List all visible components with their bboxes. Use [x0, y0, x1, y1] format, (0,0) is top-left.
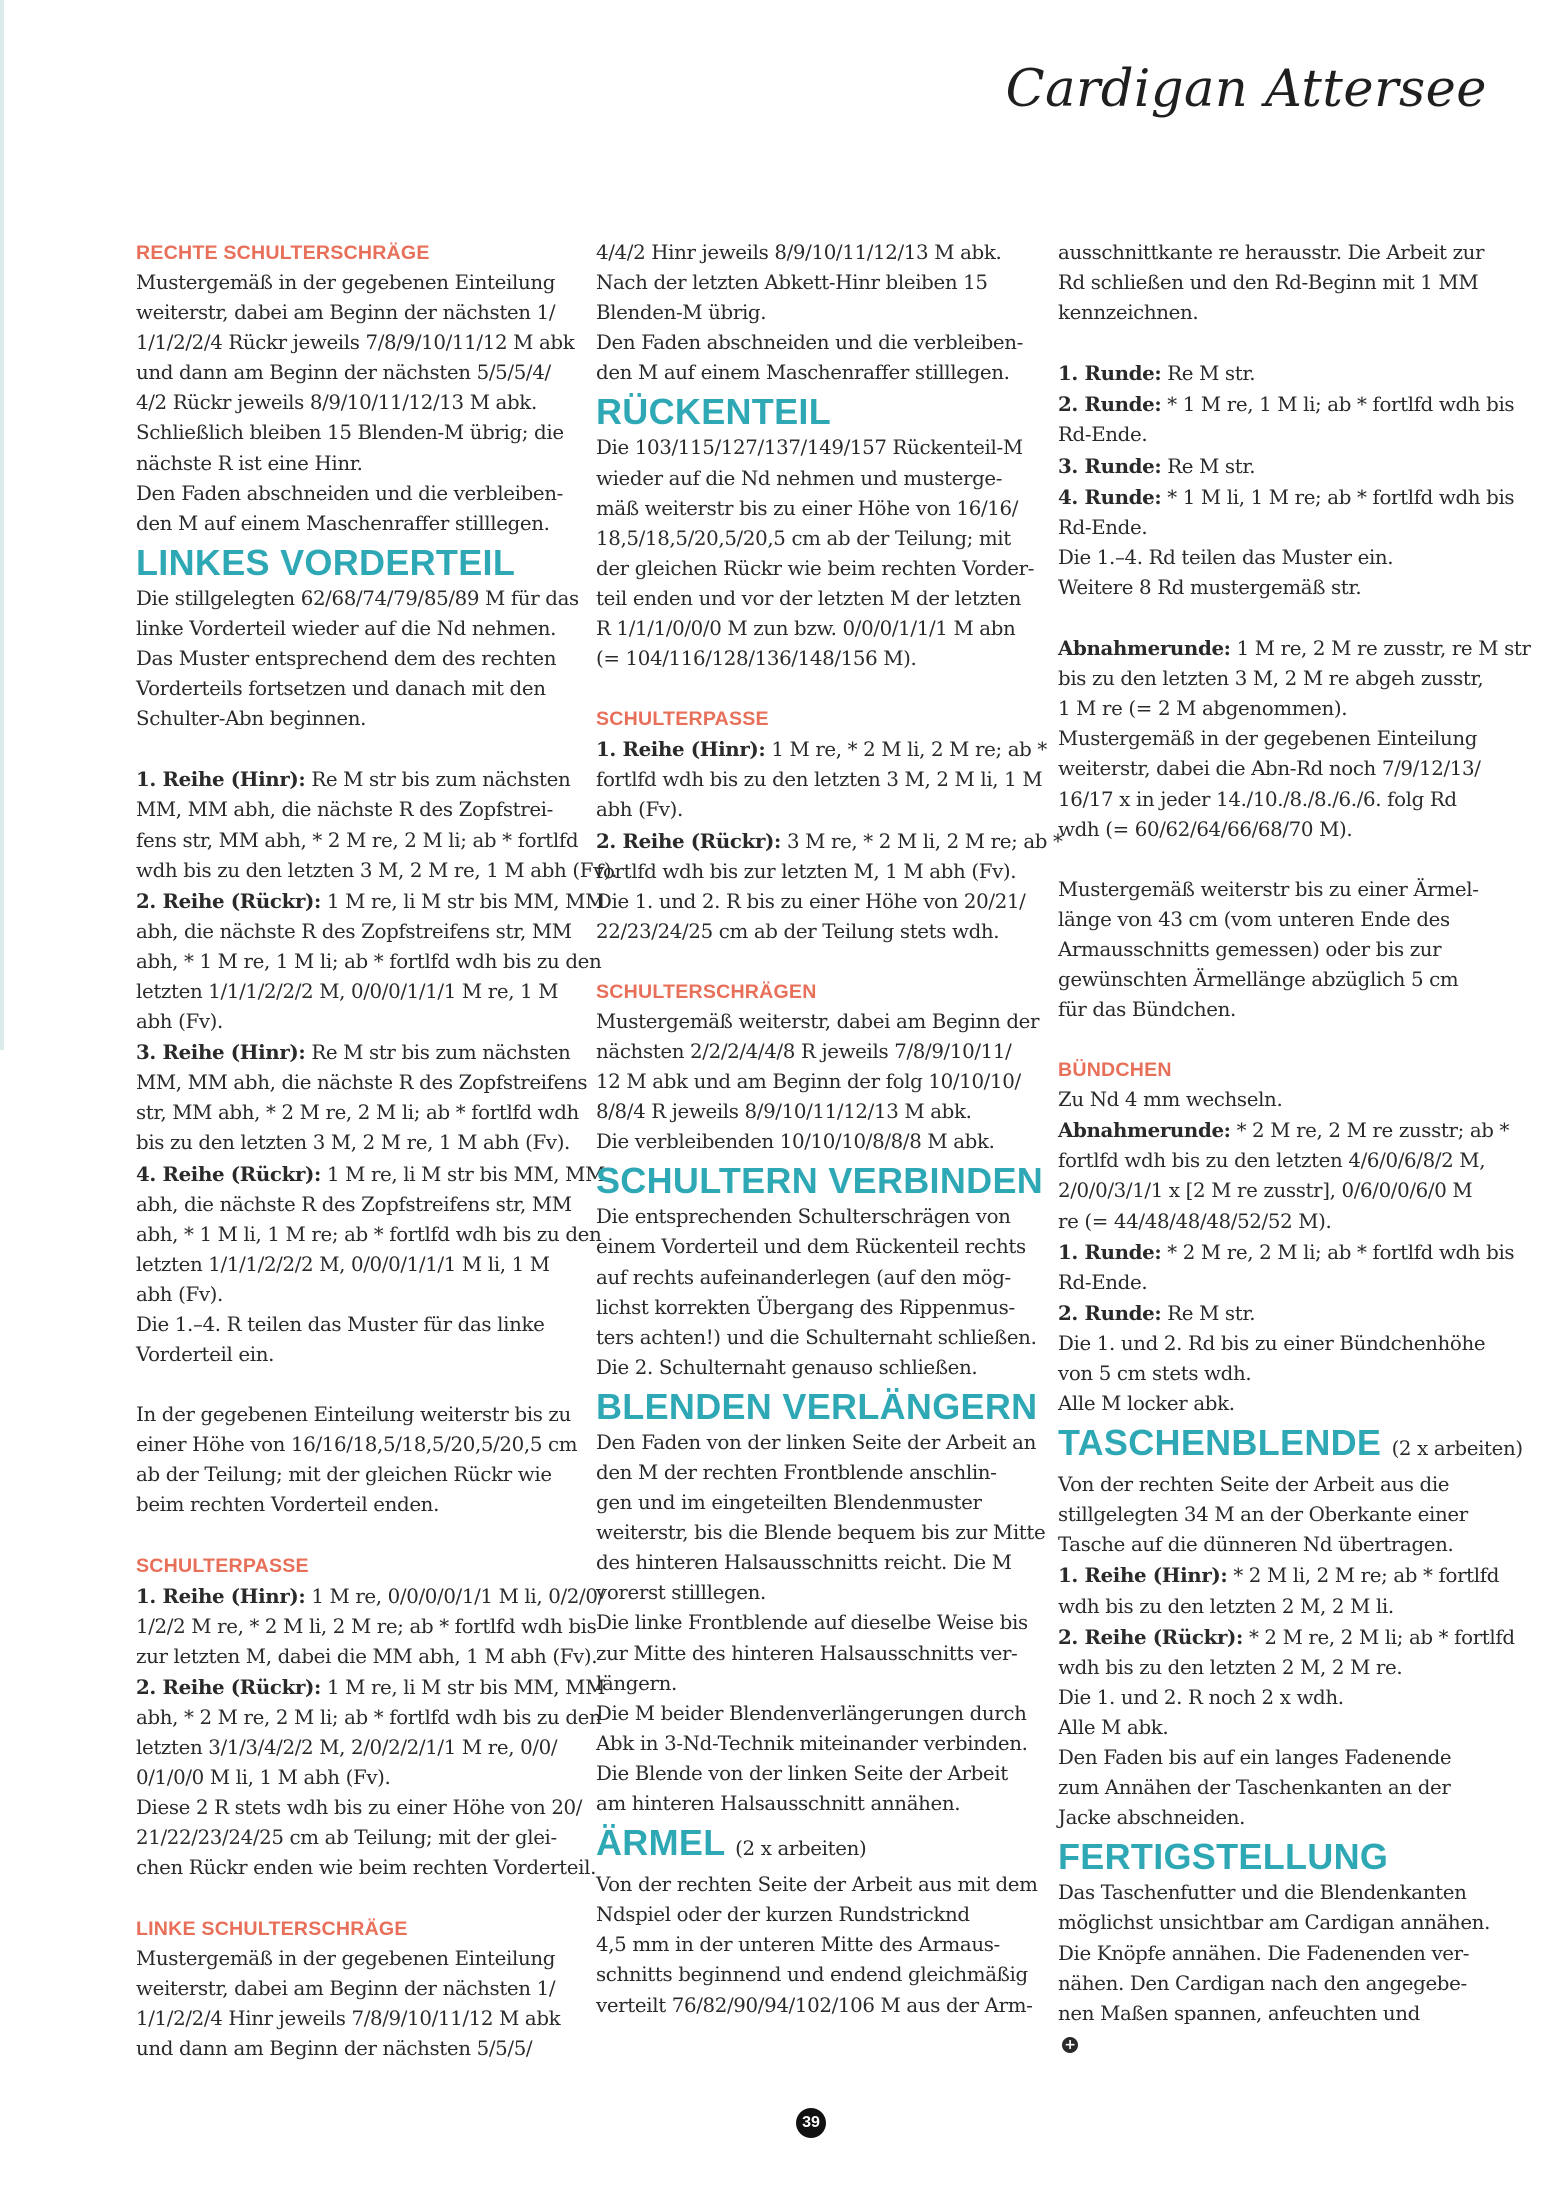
text-line: wdh (= 60/62/64/66/68/70 M). — [1058, 817, 1353, 841]
body-paragraph — [136, 584, 581, 734]
text-line: zum Annähen der Taschenkanten an der — [1058, 1776, 1451, 1800]
text-line: am hinteren Halsausschnitt annähen. — [596, 1792, 961, 1816]
section-heading-text: SCHULTERN VERBINDEN — [596, 1160, 1044, 1202]
text-line: beim rechten Vorderteil enden. — [136, 1493, 440, 1517]
text-line: Schulter-Abn beginnen. — [136, 707, 367, 731]
body-paragraph — [596, 238, 1041, 388]
text-line: gewünschten Ärmellänge abzüglich 5 cm — [1058, 967, 1459, 991]
text-line: Alle M abk. — [1058, 1715, 1169, 1739]
text-line — [1058, 451, 1503, 482]
row-text: * 2 M li, 2 M re; ab * fortlfd — [1227, 1564, 1500, 1588]
text-line: 4/4/2 Hinr jeweils 8/9/10/11/12/13 M abk. — [596, 241, 1002, 264]
text-line: ausschnittkante re herausstr. Die Arbeit zur — [1058, 241, 1485, 264]
text-line: gen und im eingeteilten Blendenmuster — [596, 1491, 982, 1515]
text-line: weiterstr, bis die Blende bequem bis zur Mitte — [596, 1521, 1046, 1545]
text-line: Die verbleibenden 10/10/10/8/8/8 M abk. — [596, 1130, 995, 1154]
subsection-heading: RECHTE SCHULTERSCHRÄGE — [136, 242, 430, 264]
text-line: Schließlich bleiben 15 Blenden-M übrig; die — [136, 421, 564, 445]
text-line: fortlfd wdh bis zur letzten M, 1 M abh (Fv). — [596, 859, 1017, 883]
text-line: Blenden-M übrig. — [596, 301, 767, 325]
text-line: den M auf einem Maschenraffer stilllegen. — [596, 361, 1010, 385]
text-line: wdh bis zu den letzten 2 M, 2 M li. — [1058, 1594, 1394, 1618]
text-line: fortlfd wdh bis zu den letzten 3 M, 2 M li, 1 M — [596, 768, 1043, 792]
text-line: Abk in 3-Nd-Technik miteinander verbinden. — [596, 1731, 1028, 1755]
row-label: 3. Runde: — [1058, 453, 1162, 478]
column-1 — [136, 238, 618, 2064]
row-label: 1. Runde: — [1058, 361, 1162, 386]
text-line: abh, die nächste R des Zopfstreifens str, MM — [136, 919, 572, 943]
body-paragraph — [1058, 358, 1515, 603]
text-line: Zu Nd 4 mm wechseln. — [1058, 1088, 1283, 1112]
section-heading-text: TASCHENBLENDE — [1058, 1422, 1382, 1464]
row-text: 1 M re, 2 M re zusstr, re M str — [1230, 637, 1531, 661]
text-line — [1058, 1237, 1515, 1268]
body-paragraph — [596, 433, 1041, 674]
body-paragraph — [136, 764, 618, 1370]
section-heading-text: RÜCKENTEIL — [596, 391, 831, 433]
text-line: teil enden und vor der letzten M der letzten — [596, 586, 1021, 610]
row-text: Re M str bis zum nächsten — [305, 1041, 571, 1065]
text-line: 18,5/18,5/20,5/20,5 cm ab der Teilung; mit — [596, 526, 1011, 550]
end-mark-icon: + — [1062, 2037, 1078, 2053]
text-line: 12 M abk und am Beginn der folg 10/10/10/ — [596, 1070, 1021, 1094]
text-line: wieder auf die Nd nehmen und musterge- — [596, 466, 1003, 490]
text-line: Ndspiel oder der kurzen Rundstricknd — [596, 1903, 970, 1927]
body-paragraph — [1058, 633, 1531, 845]
text-line — [136, 1159, 605, 1190]
text-line: Die 2. Schulternaht genauso schließen. — [596, 1355, 978, 1379]
text-line: vorerst stilllegen. — [596, 1581, 766, 1605]
section-heading — [1058, 1835, 1503, 1878]
text-line: 8/8/4 R jeweils 8/9/10/11/12/13 M abk. — [596, 1100, 972, 1124]
text-line — [1058, 1115, 1510, 1146]
text-line: Den Faden abschneiden und die verbleiben- — [596, 331, 1023, 355]
text-line: Vorderteil ein. — [136, 1343, 275, 1367]
text-line: 4/2 Rückr jeweils 8/9/10/11/12/13 M abk. — [136, 391, 537, 415]
text-line: Alle M locker abk. — [1058, 1392, 1235, 1416]
section-heading — [596, 1821, 1041, 1870]
row-text: 1 M re, 0/0/0/0/1/1 M li, 0/2/0/ — [305, 1584, 604, 1608]
text-line: abh, die nächste R des Zopfstreifens str, MM — [136, 1192, 572, 1216]
text-line: schnitts beginnend und endend gleichmäßig — [596, 1963, 1028, 1987]
text-line: 16/17 x in jeder 14./10./8./8./6./6. folg Rd — [1058, 787, 1457, 811]
text-line — [136, 1037, 581, 1068]
text-line: weiterstr, dabei am Beginn der nächsten 1/ — [136, 1976, 556, 2000]
text-line: (= 104/116/128/136/148/156 M). — [596, 647, 917, 671]
subsection-heading: BÜNDCHEN — [1058, 1059, 1172, 1082]
text-line: Das Muster entsprechend dem des rechten — [136, 647, 557, 671]
text-line: Den Faden bis auf ein langes Fadenende — [1058, 1746, 1452, 1770]
body-paragraph — [596, 1202, 1041, 1383]
text-line: abh, * 2 M re, 2 M li; ab * fortlfd wdh bis zu den — [136, 1705, 602, 1729]
row-text: Re M str bis zum nächsten — [305, 768, 571, 792]
text-line: lichst korrekten Übergang des Rippenmus- — [596, 1295, 1015, 1319]
text-line: bis zu den letzten 3 M, 2 M re abgeh zusstr, — [1058, 667, 1484, 691]
text-line: Weitere 8 Rd mustergemäß str. — [1058, 575, 1362, 599]
text-line: 0/1/0/0 M li, 1 M abh (Fv). — [136, 1766, 391, 1790]
row-text: * 2 M re, 2 M li; ab * fortlfd wdh bis — [1161, 1240, 1515, 1264]
text-line: einem Vorderteil und dem Rückenteil rechts — [596, 1235, 1026, 1259]
text-line: 21/22/23/24/25 cm ab Teilung; mit der glei- — [136, 1826, 557, 1850]
text-line: der gleichen Rückr wie beim rechten Vorder- — [596, 556, 1035, 580]
text-line: einer Höhe von 16/16/18,5/18,5/20,5/20,5 cm — [136, 1433, 578, 1457]
text-line: zur Mitte des hinteren Halsausschnitts ver- — [596, 1641, 1018, 1665]
paragraph-spacer — [1058, 1025, 1503, 1055]
body-paragraph — [136, 1581, 605, 1884]
text-line: In der gegebenen Einteilung weiterstr bis zu — [136, 1403, 571, 1427]
text-line: fens str, MM abh, * 2 M re, 2 M li; ab * fortlfd — [136, 828, 579, 852]
text-line — [136, 1581, 604, 1612]
row-label: 1. Reihe (Hinr): — [1058, 1563, 1228, 1588]
row-label: 4. Runde: — [1058, 484, 1162, 509]
text-line: Die M beider Blendenverlängerungen durch — [596, 1701, 1027, 1725]
text-line — [136, 1672, 605, 1703]
text-line: Die stillgelegten 62/68/74/79/85/89 M für das — [136, 586, 579, 610]
body-paragraph — [136, 268, 581, 539]
row-label: 3. Reihe (Hinr): — [136, 1040, 306, 1065]
paragraph-spacer — [136, 1370, 581, 1400]
text-line: weiterstr, dabei die Abn-Rd noch 7/9/12/13/ — [1058, 757, 1481, 781]
text-line: länge von 43 cm (vom unteren Ende des — [1058, 907, 1450, 931]
text-line: 1 M re (= 2 M abgenommen). — [1058, 697, 1348, 721]
text-line — [596, 734, 1047, 765]
section-heading-note: (2 x arbeiten) — [735, 1837, 867, 1861]
text-line: abh, * 1 M li, 1 M re; ab * fortlfd wdh bis zu den — [136, 1222, 602, 1246]
text-line: Die 103/115/127/137/149/157 Rückenteil-M — [596, 436, 1023, 460]
text-line: des hinteren Halsausschnitts reicht. Die M — [596, 1551, 1012, 1575]
row-text: 1 M re, * 2 M li, 2 M re; ab * — [765, 738, 1047, 762]
text-line: Den Faden von der linken Seite der Arbeit an — [596, 1430, 1036, 1454]
text-line: letzten 1/1/1/2/2/2 M, 0/0/0/1/1/1 M li, 1 M — [136, 1252, 550, 1276]
text-line: abh (Fv). — [136, 1010, 223, 1034]
text-line: 1/2/2 M re, * 2 M li, 2 M re; ab * fortlfd wdh bis — [136, 1614, 597, 1638]
paragraph-spacer — [136, 1884, 581, 1914]
text-line: str, MM abh, * 2 M re, 2 M li; ab * fortlfd wdh — [136, 1101, 579, 1125]
text-line — [1058, 358, 1503, 389]
text-line: abh, * 1 M re, 1 M li; ab * fortlfd wdh bis zu den — [136, 949, 602, 973]
text-line — [1058, 1560, 1503, 1591]
text-line: R 1/1/1/0/0/0 M zun bzw. 0/0/0/1/1/1 M abn — [596, 617, 1016, 641]
text-line: und dann am Beginn der nächsten 5/5/5/4/ — [136, 361, 551, 385]
text-line: Das Taschenfutter und die Blendenkanten — [1058, 1881, 1467, 1905]
text-line: Vorderteils fortsetzen und danach mit den — [136, 677, 546, 701]
text-line: MM, MM abh, die nächste R des Zopfstreifens — [136, 1071, 588, 1095]
text-line: linke Vorderteil wieder auf die Nd nehmen. — [136, 616, 557, 640]
row-text: Re M str. — [1161, 1301, 1256, 1325]
text-line: Mustergemäß in der gegebenen Einteilung — [136, 1946, 556, 1970]
text-line: ab der Teilung; mit der gleichen Rückr wie — [136, 1463, 552, 1487]
section-heading-text: FERTIGSTELLUNG — [1058, 1836, 1389, 1878]
text-line: wdh bis zu den letzten 3 M, 2 M re, 1 M abh (Fv). — [136, 858, 618, 882]
text-line: re (= 44/48/48/48/52/52 M). — [1058, 1209, 1332, 1233]
body-paragraph — [136, 1944, 581, 2064]
column-2 — [596, 238, 1063, 2021]
row-label: 2. Reihe (Rückr): — [596, 828, 781, 853]
text-line — [136, 764, 581, 795]
text-line: kennzeichnen. — [1058, 301, 1199, 325]
body-paragraph — [596, 734, 1063, 947]
row-label: 2. Runde: — [1058, 392, 1162, 417]
text-line: Den Faden abschneiden und die verbleiben- — [136, 481, 563, 505]
section-heading — [596, 390, 1041, 433]
page-number: 39 — [796, 2108, 826, 2138]
text-line: Die entsprechenden Schulterschrägen von — [596, 1205, 1011, 1229]
row-text: 1 M re, li M str bis MM, MM — [321, 1675, 605, 1699]
text-line: zur letzten M, dabei die MM abh, 1 M abh (Fv). — [136, 1644, 598, 1668]
text-line: Von der rechten Seite der Arbeit aus mit dem — [596, 1873, 1038, 1897]
row-text: * 1 M li, 1 M re; ab * fortlfd wdh bis — [1161, 485, 1515, 509]
text-line: weiterstr, dabei am Beginn der nächsten 1/ — [136, 301, 556, 325]
text-line: Die 1. und 2. R bis zu einer Höhe von 20/21/ — [596, 889, 1026, 913]
text-line: 22/23/24/25 cm ab der Teilung stets wdh. — [596, 919, 1000, 943]
text-line — [596, 826, 1063, 857]
text-line: verteilt 76/82/90/94/102/106 M aus der Arm- — [596, 1993, 1033, 2017]
row-label: 2. Reihe (Rückr): — [136, 1674, 321, 1699]
text-line: Rd schließen und den Rd-Beginn mit 1 MM — [1058, 271, 1479, 295]
section-heading — [596, 1159, 1044, 1202]
text-line: Die 1.–4. R teilen das Muster für das linke — [136, 1313, 545, 1336]
text-line: ters achten!) und die Schulternaht schließen. — [596, 1325, 1037, 1349]
body-paragraph — [596, 1870, 1041, 2020]
row-text: * 2 M re, 2 M re zusstr; ab * — [1230, 1119, 1510, 1143]
paragraph-spacer — [136, 734, 581, 764]
paragraph-spacer — [1058, 845, 1503, 875]
body-paragraph — [1058, 1470, 1515, 1833]
paragraph-spacer — [596, 674, 1041, 704]
text-line — [1058, 1298, 1503, 1329]
text-line: chen Rückr enden wie beim rechten Vorderteil. — [136, 1856, 597, 1880]
subsection-heading: SCHULTERPASSE — [596, 708, 769, 731]
subsection-heading: LINKE SCHULTERSCHRÄGE — [136, 1917, 408, 1940]
page-edge-line — [0, 0, 4, 1050]
text-line: 2/0/0/3/1/1 x [2 M re zusstr], 0/6/0/0/6/0 M — [1058, 1179, 1473, 1203]
body-paragraph — [1058, 1085, 1515, 1419]
text-line: Von der rechten Seite der Arbeit aus die — [1058, 1473, 1450, 1497]
text-line: letzten 1/1/1/2/2/2 M, 0/0/0/1/1/1 M re, 1 M — [136, 979, 559, 1003]
text-line: bis zu den letzten 3 M, 2 M re, 1 M abh (Fv). — [136, 1131, 570, 1155]
text-line: letzten 3/1/3/4/2/2 M, 2/0/2/2/1/1 M re, 0/0/ — [136, 1736, 558, 1760]
text-line: Mustergemäß in der gegebenen Einteilung — [1058, 727, 1478, 751]
text-line: abh (Fv). — [596, 798, 683, 822]
row-label: 1. Runde: — [1058, 1239, 1162, 1264]
text-line — [1058, 482, 1515, 513]
row-label: 2. Reihe (Rückr): — [1058, 1624, 1243, 1649]
text-line: stillgelegten 34 M an der Oberkante einer — [1058, 1503, 1468, 1527]
text-line: nen Maßen spannen, anfeuchten und — [1058, 2001, 1420, 2025]
text-line: Rd-Ende. — [1058, 1270, 1148, 1294]
paragraph-spacer — [596, 947, 1041, 977]
body-paragraph — [1058, 238, 1503, 328]
row-label: 2. Runde: — [1058, 1300, 1162, 1325]
row-label: 2. Reihe (Rückr): — [136, 888, 321, 913]
text-line: nächsten 2/2/2/4/4/8 R jeweils 7/8/9/10/11/ — [596, 1039, 1012, 1063]
paragraph-spacer — [136, 1521, 581, 1551]
section-heading-text: LINKES VORDERTEIL — [136, 541, 516, 583]
row-label: 1. Reihe (Hinr): — [136, 767, 306, 792]
text-line: Die 1. und 2. R noch 2 x wdh. — [1058, 1685, 1344, 1709]
text-line: Die Knöpfe annähen. Die Fadenenden ver- — [1058, 1941, 1470, 1965]
section-heading — [596, 1385, 1041, 1428]
text-line: nächste R ist eine Hinr. — [136, 451, 363, 475]
body-paragraph — [596, 1007, 1041, 1157]
row-label: Abnahmerunde: — [1058, 636, 1231, 661]
text-line: Armausschnitts gemessen) oder bis zur — [1058, 937, 1442, 961]
text-line: 1/1/2/2/4 Hinr jeweils 7/8/9/10/11/12 M abk — [136, 2006, 561, 2030]
section-heading-text: ÄRMEL — [596, 1822, 725, 1864]
text-line: und dann am Beginn der nächsten 5/5/5/ — [136, 2036, 533, 2060]
text-line — [1058, 633, 1531, 664]
text-line: Rd-Ende. — [1058, 515, 1148, 539]
row-text: 1 M re, li M str bis MM, MM — [321, 889, 605, 913]
text-line: Die linke Frontblende auf dieselbe Weise bis — [596, 1611, 1028, 1635]
text-line — [136, 886, 605, 917]
text-line: Jacke abschneiden. — [1058, 1806, 1246, 1830]
text-line: nähen. Den Cardigan nach den angegebe- — [1058, 1971, 1467, 1995]
page-title: Cardigan Attersee — [1005, 60, 1487, 119]
text-line: abh (Fv). — [136, 1282, 223, 1306]
body-paragraph — [1058, 1878, 1503, 2059]
text-line: Rd-Ende. — [1058, 423, 1148, 447]
text-line: Diese 2 R stets wdh bis zu einer Höhe von 20/ — [136, 1796, 583, 1820]
text-line: Mustergemäß weiterstr, dabei am Beginn der — [596, 1009, 1040, 1033]
section-heading — [1058, 1421, 1523, 1470]
text-line: Die 1. und 2. Rd bis zu einer Bündchenhöhe — [1058, 1331, 1486, 1355]
row-text: Re M str. — [1161, 362, 1256, 386]
text-line: längern. — [596, 1671, 677, 1695]
row-text: * 2 M re, 2 M li; ab * fortlfd — [1243, 1625, 1515, 1649]
paragraph-spacer — [1058, 328, 1503, 358]
row-text: Re M str. — [1161, 454, 1256, 478]
body-paragraph — [596, 1428, 1046, 1819]
section-heading-note: (2 x arbeiten) — [1391, 1437, 1523, 1461]
text-line: 4,5 mm in der unteren Mitte des Armaus- — [596, 1933, 1000, 1957]
row-label: 4. Reihe (Rückr): — [136, 1161, 321, 1186]
section-heading — [136, 541, 581, 584]
row-text: 1 M re, li M str bis MM, MM — [321, 1162, 605, 1186]
row-label: 1. Reihe (Hinr): — [596, 737, 766, 762]
text-line: mäß weiterstr bis zu einer Höhe von 16/16/ — [596, 496, 1019, 520]
text-line: Die Blende von der linken Seite der Arbeit — [596, 1761, 1008, 1785]
row-text: * 1 M re, 1 M li; ab * fortlfd wdh bis — [1161, 393, 1515, 417]
section-heading-text: BLENDEN VERLÄNGERN — [596, 1385, 1038, 1427]
column-3 — [1058, 238, 1531, 2059]
text-line: möglichst unsichtbar am Cardigan annähen. — [1058, 1911, 1491, 1935]
body-paragraph — [136, 1400, 581, 1520]
body-paragraph — [1058, 875, 1503, 1025]
text-line: MM, MM abh, die nächste R des Zopfstrei- — [136, 798, 553, 822]
text-line — [1058, 2029, 1503, 2059]
text-line: Tasche auf die dünneren Nd übertragen. — [1058, 1533, 1454, 1557]
text-line: wdh bis zu den letzten 2 M, 2 M re. — [1058, 1655, 1403, 1679]
row-label: Abnahmerunde: — [1058, 1118, 1231, 1143]
text-line: von 5 cm stets wdh. — [1058, 1362, 1252, 1385]
text-line: für das Bündchen. — [1058, 998, 1236, 1022]
text-line: auf rechts aufeinanderlegen (auf den mög- — [596, 1265, 1011, 1289]
text-line: 1/1/2/2/4 Rückr jeweils 7/8/9/10/11/12 M abk — [136, 331, 575, 355]
text-line: den M auf einem Maschenraffer stilllegen. — [136, 511, 550, 535]
subsection-heading: SCHULTERSCHRÄGEN — [596, 980, 817, 1003]
text-line: Mustergemäß weiterstr bis zu einer Ärmel- — [1058, 877, 1479, 901]
text-line: fortlfd wdh bis zu den letzten 4/6/0/6/8/2 M, — [1058, 1149, 1486, 1173]
text-line: Die 1.–4. Rd teilen das Muster ein. — [1058, 545, 1394, 569]
row-text: 3 M re, * 2 M li, 2 M re; ab * — [781, 829, 1063, 853]
text-line: Mustergemäß in der gegebenen Einteilung — [136, 271, 556, 294]
paragraph-spacer — [1058, 603, 1503, 633]
text-line: Nach der letzten Abkett-Hinr bleiben 15 — [596, 271, 988, 295]
text-line: den M der rechten Frontblende anschlin- — [596, 1461, 997, 1484]
text-line — [1058, 1622, 1515, 1653]
row-label: 1. Reihe (Hinr): — [136, 1583, 306, 1608]
text-line — [1058, 389, 1515, 420]
subsection-heading: SCHULTERPASSE — [136, 1554, 309, 1577]
